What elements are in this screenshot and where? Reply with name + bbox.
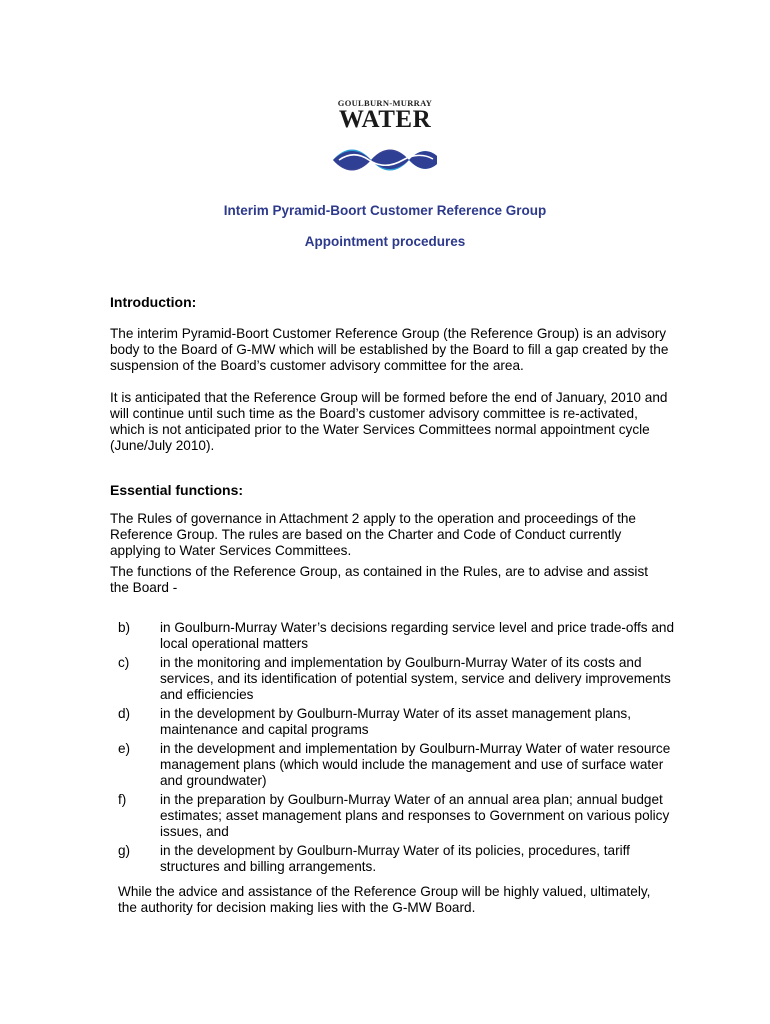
logo-main-text: WATER: [338, 106, 432, 133]
list-item: [118, 843, 678, 875]
goulburn-murray-water-logo: [325, 98, 445, 178]
list-item: [118, 706, 678, 738]
list-item: [118, 655, 678, 703]
essential-paragraph-2: The functions of the Reference Group, as contained in the Rules, are to advise and assist the Board -: [110, 564, 649, 595]
logo-top-text: GOULBURN-MURRAY: [337, 98, 433, 108]
list-item-label: e): [118, 741, 131, 756]
list-item-label: c): [118, 655, 130, 670]
document-title: Interim Pyramid-Boort Customer Reference Group: [223, 203, 547, 218]
introduction-paragraph-1: The interim Pyramid-Boort Customer Reference Group (the Reference Group) is an advisory body to the Board of G-MW which will be established by the Board to fill a gap created by the suspension of the Board’s customer advisory committee for the area.: [110, 326, 669, 373]
essential-functions-heading: Essential functions:: [110, 482, 244, 498]
wave-dark-band: [333, 150, 437, 171]
essential-paragraph-1: The Rules of governance in Attachment 2 apply to the operation and proceedings of the Reference Group. The rules are based on the Charter and Code of Conduct currently applying to Water Services Committees.: [110, 511, 636, 558]
list-item-text: in the development and implementation by Goulburn-Murray Water of water resource management plans (which would include the management and use of surface water and groundwater): [160, 741, 671, 788]
list-item-text: in the preparation by Goulburn-Murray Water of an annual area plan; annual budget estimates; asset management plans and responses to Government on various policy issues, and: [160, 792, 670, 839]
list-item-text: in the development by Goulburn-Murray Water of its asset management plans, maintenance and capital programs: [160, 706, 631, 737]
list-item-label: b): [118, 620, 131, 635]
introduction-paragraph-2: It is anticipated that the Reference Group will be formed before the end of January, 2010 and will continue until such time as the Board’s customer advisory committee is re-activated, which is not anticipated prior to the Water Services Committees normal appointment cycle (June/July 2010).: [110, 390, 668, 453]
introduction-heading: Introduction:: [110, 294, 197, 310]
water-waves-icon: [329, 144, 441, 176]
list-item-text: in the development by Goulburn-Murray Water of its policies, procedures, tariff structures and billing arrangements.: [160, 843, 630, 874]
list-item: [118, 620, 678, 652]
list-item-label: g): [118, 843, 131, 858]
list-item-label: f): [118, 792, 127, 807]
functions-list: [118, 620, 678, 878]
list-item-text: in the monitoring and implementation by Goulburn-Murray Water of its costs and services, and its identification of potential system, service and delivery improvements and efficiencies: [160, 655, 671, 702]
list-item: [118, 741, 678, 789]
closing-paragraph: While the advice and assistance of the Reference Group will be highly valued, ultimately, the authority for decision making lies with the G-MW Board.: [118, 884, 651, 915]
document-subtitle: Appointment procedures: [304, 234, 466, 249]
list-item: [118, 792, 678, 840]
list-item-text: in Goulburn-Murray Water’s decisions regarding service level and price trade-offs and local operational matters: [160, 620, 675, 651]
list-item-label: d): [118, 706, 131, 721]
